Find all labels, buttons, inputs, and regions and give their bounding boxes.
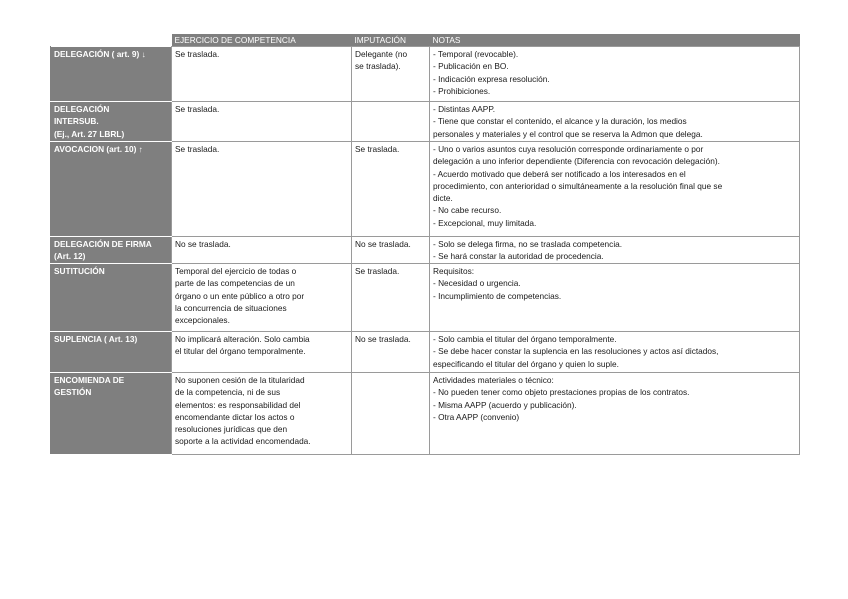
notes-cell: [430, 102, 800, 142]
notes-cell: [430, 142, 800, 237]
cell-line: resoluciones jurídicas que den: [175, 424, 288, 435]
exercise-cell: [172, 332, 352, 373]
cell-line: DELEGACIÓN ( art. 9) ↓: [54, 49, 146, 59]
imputation-cell: [352, 47, 430, 102]
row-label: [51, 237, 172, 264]
header-blank: [51, 34, 172, 47]
cell-line: - Acuerdo motivado que deberá ser notificado a los interesados en el: [433, 168, 686, 179]
cell-line: la concurrencia de situaciones: [175, 302, 287, 313]
header-notes: NOTAS: [430, 34, 800, 47]
imputation-cell: [352, 373, 430, 455]
cell-line: (Ej., Art. 27 LBRL): [54, 128, 125, 139]
row-label: [51, 102, 172, 142]
cell-line: especificando el titular del órgano y quien lo suple.: [433, 358, 619, 369]
cell-line: Temporal del ejercicio de todas o: [175, 266, 297, 276]
header-row: [51, 34, 800, 47]
cell-line: encomendante dictar los actos o: [175, 411, 295, 422]
imputation-cell: [352, 142, 430, 237]
cell-line: Actividades materiales o técnico:: [433, 375, 554, 385]
cell-line: - Publicación en BO.: [433, 61, 509, 72]
header-imputation: IMPUTACIÓN: [352, 34, 430, 47]
row-label: [51, 332, 172, 373]
cell-line: AVOCACION (art. 10) ↑: [54, 144, 143, 154]
cell-line: Se traslada.: [355, 144, 400, 154]
cell-line: SUPLENCIA ( Art. 13): [54, 334, 138, 344]
cell-line: GESTIÓN: [54, 387, 92, 398]
cell-line: No implicará alteración. Solo cambia: [175, 334, 310, 344]
cell-line: - Solo se delega firma, no se traslada competencia.: [433, 239, 623, 249]
row-label: [51, 47, 172, 102]
cell-line: - Se debe hacer constar la suplencia en las resoluciones y actos así dictados,: [433, 346, 719, 357]
notes-cell: [430, 264, 800, 332]
cell-line: el titular del órgano temporalmente.: [175, 346, 306, 357]
cell-line: procedimiento, con anterioridad o simultáneamente a la resolución final que se: [433, 180, 723, 191]
table-row: [51, 237, 800, 264]
exercise-cell: [172, 237, 352, 264]
exercise-cell: [172, 47, 352, 102]
cell-line: DELEGACIÓN DE FIRMA: [54, 239, 152, 249]
imputation-cell: [352, 237, 430, 264]
exercise-cell: [172, 373, 352, 455]
cell-line: - Prohibiciones.: [433, 85, 491, 96]
cell-line: ENCOMIENDA DE: [54, 375, 125, 385]
table-row: [51, 264, 800, 332]
cell-line: - Excepcional, muy limitada.: [433, 217, 537, 228]
exercise-cell: [172, 102, 352, 142]
cell-line: delegación a uno inferior dependiente (Diferencia con revocación delegación).: [433, 156, 720, 167]
cell-line: se traslada).: [355, 61, 401, 72]
cell-line: Se traslada.: [175, 49, 220, 59]
table-row: [51, 373, 800, 455]
cell-line: Se traslada.: [175, 144, 220, 154]
cell-line: No se traslada.: [355, 239, 411, 249]
notes-cell: [430, 332, 800, 373]
cell-line: INTERSUB.: [54, 116, 99, 127]
table-row: [51, 102, 800, 142]
cell-line: - Misma AAPP (acuerdo y publicación).: [433, 399, 577, 410]
notes-cell: [430, 237, 800, 264]
cell-line: excepcionales.: [175, 315, 230, 326]
table-body: [51, 47, 800, 455]
cell-line: Se traslada.: [175, 104, 220, 114]
table-row: [51, 142, 800, 237]
cell-line: - Se hará constar la autoridad de procedencia.: [433, 251, 604, 262]
cell-line: personales y materiales y el control que se reserva la Admon que delega.: [433, 128, 703, 139]
cell-line: - Solo cambia el titular del órgano temporalmente.: [433, 334, 617, 344]
notes-cell: [430, 373, 800, 455]
cell-line: de la competencia, ni de sus: [175, 387, 281, 398]
row-label: [51, 142, 172, 237]
cell-line: - No pueden tener como objeto prestaciones propias de los contratos.: [433, 387, 690, 398]
cell-line: dicte.: [433, 193, 453, 204]
imputation-cell: [352, 264, 430, 332]
cell-line: parte de las competencias de un: [175, 278, 295, 289]
imputation-cell: [352, 332, 430, 373]
table-row: [51, 47, 800, 102]
cell-line: - Uno o varios asuntos cuya resolución corresponde ordinariamente o por: [433, 144, 704, 154]
row-label: [51, 264, 172, 332]
competence-table: [50, 34, 800, 455]
cell-line: - Tiene que constar el contenido, el alcance y la duración, los medios: [433, 116, 687, 127]
imputation-cell: [352, 102, 430, 142]
cell-line: Requisitos:: [433, 266, 475, 276]
cell-line: - Indicación expresa resolución.: [433, 73, 550, 84]
cell-line: órgano o un ente público a otro por: [175, 290, 305, 301]
notes-cell: [430, 47, 800, 102]
exercise-cell: [172, 142, 352, 237]
cell-line: - Incumplimiento de competencias.: [433, 290, 562, 301]
row-label: [51, 373, 172, 455]
cell-line: soporte a la actividad encomendada.: [175, 436, 311, 447]
cell-line: No suponen cesión de la titularidad: [175, 375, 305, 385]
cell-line: - Temporal (revocable).: [433, 49, 519, 59]
header-exercise: EJERCICIO DE COMPETENCIA: [172, 34, 352, 47]
cell-line: DELEGACIÓN: [54, 104, 110, 114]
table-row: [51, 332, 800, 373]
cell-line: elementos: es responsabilidad del: [175, 399, 301, 410]
exercise-cell: [172, 264, 352, 332]
cell-line: - Otra AAPP (convenio): [433, 411, 520, 422]
cell-line: No se traslada.: [175, 239, 231, 249]
cell-line: - No cabe recurso.: [433, 205, 502, 216]
cell-line: Delegante (no: [355, 49, 408, 59]
cell-line: (Art. 12): [54, 251, 86, 262]
cell-line: - Distintas AAPP.: [433, 104, 496, 114]
cell-line: - Necesidad o urgencia.: [433, 278, 521, 289]
cell-line: Se traslada.: [355, 266, 400, 276]
cell-line: SUTITUCIÓN: [54, 266, 105, 276]
cell-line: No se traslada.: [355, 334, 411, 344]
